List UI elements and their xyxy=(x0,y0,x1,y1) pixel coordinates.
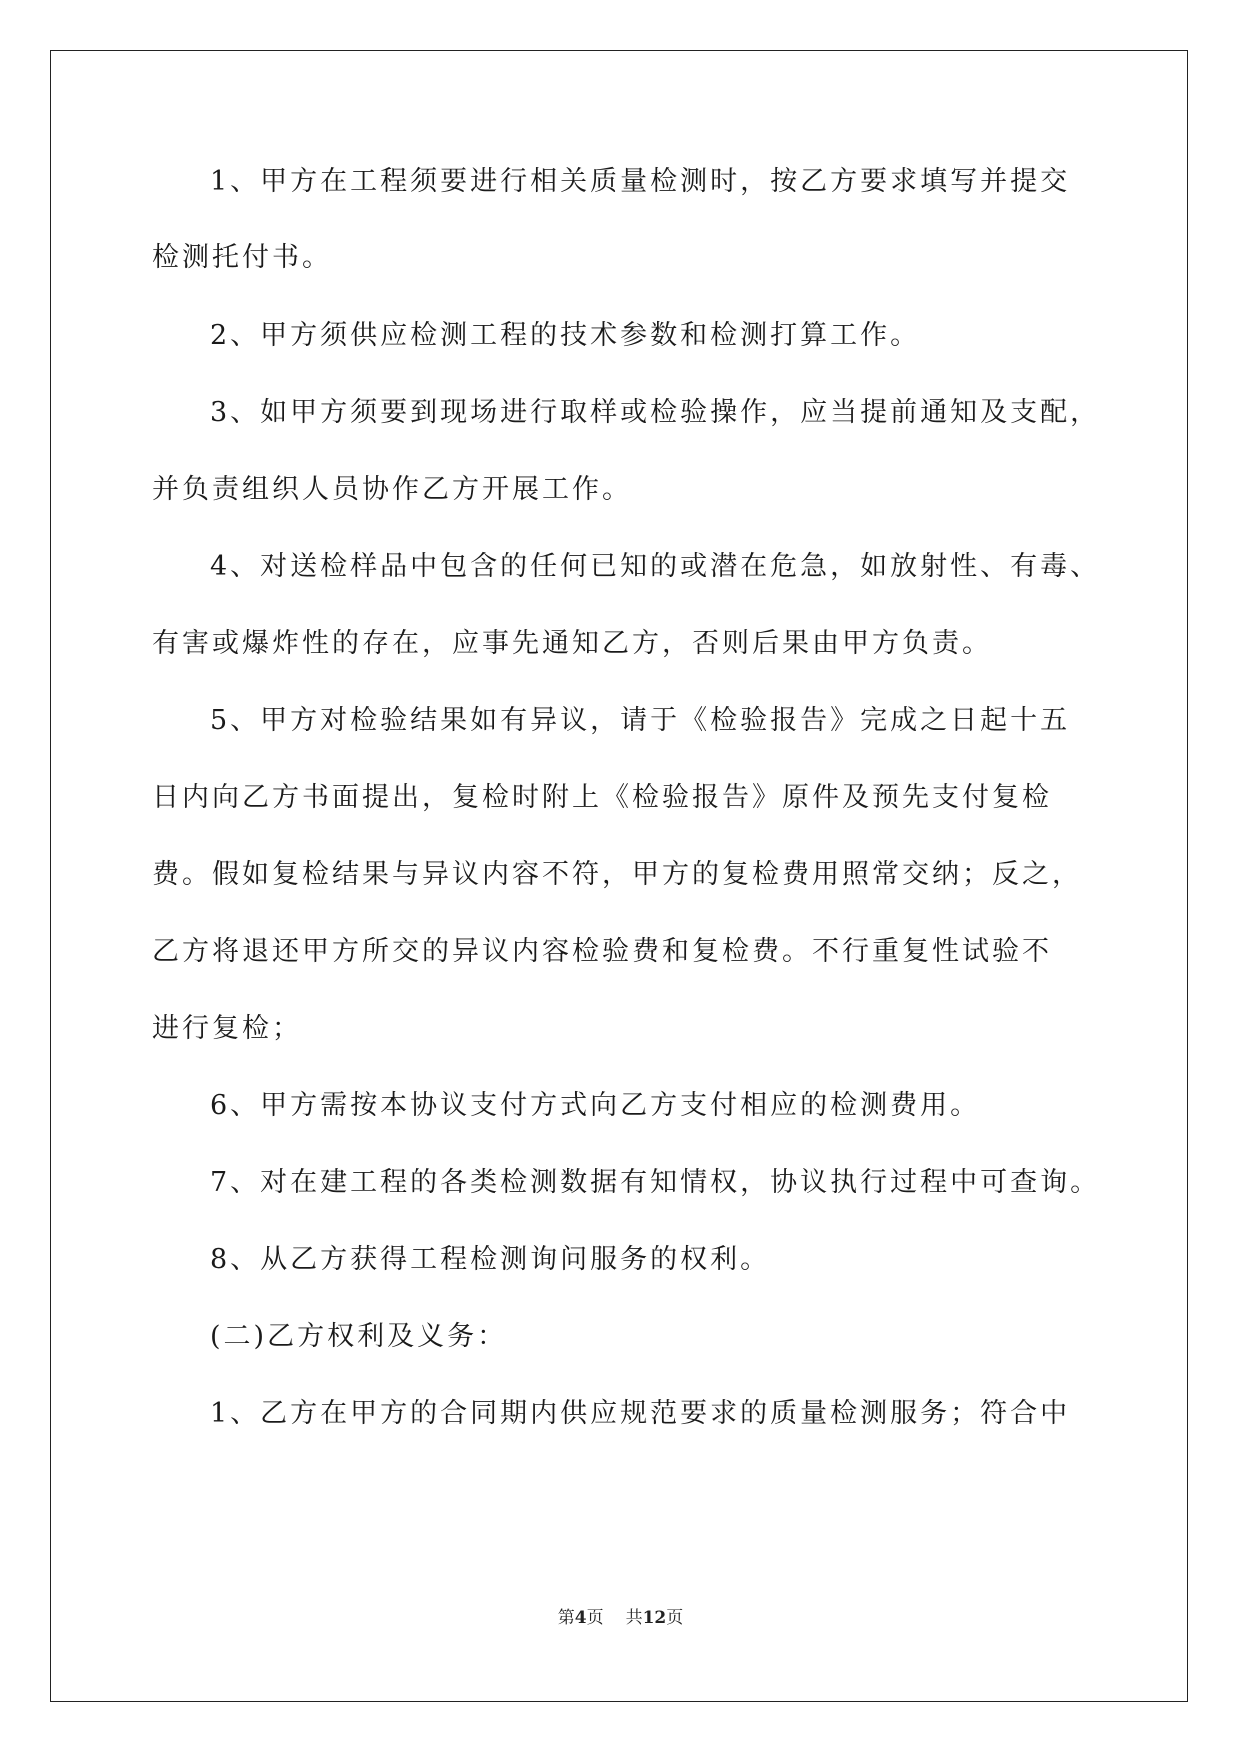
text-line: 乙方将退还甲方所交的异议内容检验费和复检费。不行重复性试验不 xyxy=(152,936,1052,967)
total-pages: 12 xyxy=(642,1608,667,1628)
text-line: 进行复检； xyxy=(152,1013,302,1044)
text-line: 2、甲方须供应检测工程的技术参数和检测打算工作。 xyxy=(210,320,921,351)
text-line: 检测托付书。 xyxy=(152,242,332,273)
text-line: 并负责组织人员协作乙方开展工作。 xyxy=(152,474,632,505)
page-prefix: 第 xyxy=(557,1608,575,1628)
text-line: (二)乙方权利及义务： xyxy=(210,1321,508,1352)
text-line: 4、对送检样品中包含的任何已知的或潜在危急，如放射性、有毒、 xyxy=(210,551,1101,582)
page-footer xyxy=(0,1606,1241,1630)
total-prefix: 共 xyxy=(625,1608,643,1628)
text-line: 费。假如复检结果与异议内容不符，甲方的复检费用照常交纳；反之， xyxy=(152,859,1082,890)
text-line: 3、如甲方须要到现场进行取样或检验操作，应当提前通知及支配， xyxy=(210,397,1101,428)
text-line: 有害或爆炸性的存在，应事先通知乙方，否则后果由甲方负责。 xyxy=(152,628,992,659)
text-line: 5、甲方对检验结果如有异议，请于《检验报告》完成之日起十五 xyxy=(210,705,1071,736)
text-line: 7、对在建工程的各类检测数据有知情权，协议执行过程中可查询。 xyxy=(210,1167,1101,1198)
total-suffix: 页 xyxy=(666,1608,684,1628)
text-line: 1、甲方在工程须要进行相关质量检测时，按乙方要求填写并提交 xyxy=(210,166,1071,197)
page-number: 4 xyxy=(574,1608,587,1628)
text-line: 8、从乙方获得工程检测询问服务的权利。 xyxy=(210,1244,771,1275)
text-line: 1、乙方在甲方的合同期内供应规范要求的质量检测服务；符合中 xyxy=(210,1398,1071,1429)
text-line: 6、甲方需按本协议支付方式向乙方支付相应的检测费用。 xyxy=(210,1090,981,1121)
text-line: 日内向乙方书面提出，复检时附上《检验报告》原件及预先支付复检 xyxy=(152,782,1052,813)
page-suffix: 页 xyxy=(586,1608,604,1628)
